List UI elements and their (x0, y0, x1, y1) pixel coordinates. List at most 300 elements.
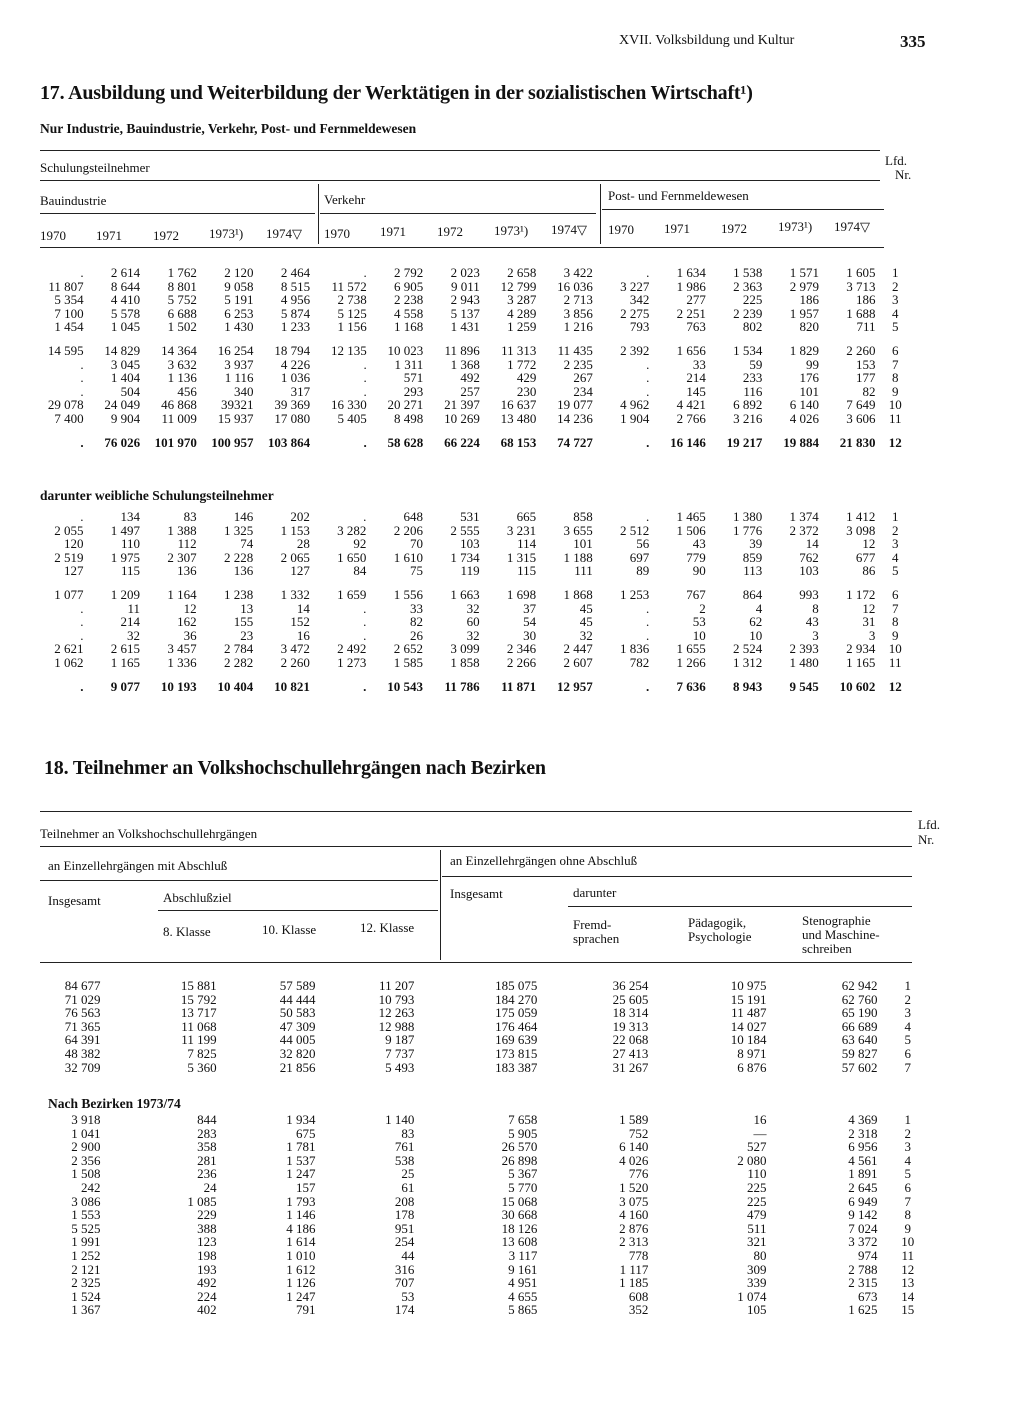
table-cell: 456 (177, 383, 197, 399)
table-cell: 1 062 (54, 654, 84, 670)
table-cell: 2 621 (54, 641, 84, 657)
table18-head-steno-2: und Maschine- (802, 927, 880, 942)
table-cell: 14 595 (47, 342, 84, 358)
table-cell: 83 (401, 1125, 415, 1141)
table-cell: 511 (747, 1220, 767, 1236)
table-cell: 1 610 (393, 549, 423, 565)
row-number-cell: 3 (904, 1005, 911, 1021)
table-cell: 8 515 (280, 278, 311, 294)
table-cell: . (80, 600, 84, 616)
table-cell: 1 793 (286, 1193, 316, 1209)
table-cell: . (363, 509, 367, 524)
table-cell: 4 655 (508, 1288, 538, 1304)
table-cell: 5 405 (337, 410, 367, 426)
table-cell: 1 266 (676, 654, 706, 670)
table-cell: 762 (799, 549, 819, 565)
table-cell: 6 892 (733, 397, 763, 413)
table-cell: 858 (573, 509, 593, 524)
table-cell: 113 (743, 563, 763, 579)
table-cell: 9 904 (110, 410, 141, 426)
table-cell: 1 612 (286, 1261, 316, 1277)
table-cell: 54 (523, 614, 537, 630)
table-cell: 2 615 (110, 641, 141, 657)
table-cell: 10 193 (160, 678, 197, 694)
year-1974-c: 1974▽ (834, 219, 870, 234)
table-cell: . (646, 509, 650, 524)
table-cell: 1 404 (110, 370, 141, 386)
table-cell: 175 059 (495, 1005, 538, 1021)
table-cell: 859 (742, 549, 763, 565)
table-cell: 1 041 (71, 1125, 101, 1141)
table-cell: 1 165 (846, 654, 876, 670)
row-number-cell: 3 (904, 1139, 911, 1155)
table-cell: 62 (749, 614, 763, 630)
table-cell: 5 770 (508, 1179, 538, 1195)
table-cell: 531 (460, 509, 480, 524)
table-cell: 58 628 (387, 434, 424, 450)
table-cell: 6 876 (737, 1059, 767, 1075)
table-row (30, 537, 915, 551)
table-row (38, 1140, 938, 1154)
table-cell: 111 (574, 563, 593, 579)
table-cell: 119 (460, 563, 480, 579)
table-cell: 763 (686, 319, 706, 335)
table-cell: 101 (573, 536, 593, 552)
table-cell: 5 525 (71, 1220, 101, 1236)
table18-head-fremd-1: Fremd- (573, 917, 612, 932)
table-cell: 101 (799, 383, 819, 399)
table-cell: 82 (862, 383, 876, 399)
table-cell: 65 190 (841, 1005, 878, 1021)
table-cell: 974 (857, 1247, 878, 1263)
row-number-cell: 1 (891, 509, 899, 524)
table-cell: 64 391 (64, 1032, 101, 1048)
table-cell: 25 (401, 1166, 415, 1182)
table-row (30, 564, 915, 578)
table-cell: 112 (177, 536, 197, 552)
table18-head-8: 8. Klasse (163, 924, 211, 939)
table-cell: 3 457 (167, 641, 197, 657)
table-cell: 7 100 (54, 305, 84, 321)
table-cell: 4 369 (848, 1112, 878, 1127)
table-cell: 19 313 (612, 1018, 649, 1034)
table-cell: . (646, 434, 650, 450)
table-cell: . (363, 383, 367, 399)
table-cell: 21 830 (839, 434, 876, 450)
table-cell: 11 807 (48, 278, 84, 294)
table-cell: 45 (579, 600, 593, 616)
table-cell: 92 (353, 536, 367, 552)
table-cell: 10 543 (387, 678, 423, 694)
table-cell: 5 125 (337, 305, 367, 321)
table-cell: 30 668 (501, 1207, 538, 1223)
table-cell: 1 614 (286, 1234, 316, 1250)
table-cell: 32 (466, 600, 480, 616)
table17-rule-2 (40, 180, 880, 181)
table-cell: 13 717 (180, 1005, 217, 1021)
table-cell: 208 (394, 1193, 415, 1209)
table-cell: 3 937 (224, 356, 254, 372)
table-cell: 7 658 (508, 1112, 538, 1127)
table-cell: 2 120 (224, 265, 254, 280)
table-cell: 2 788 (848, 1261, 878, 1277)
table17-rule-group-1 (40, 213, 315, 214)
table-cell: 317 (290, 383, 311, 399)
table-row (38, 979, 938, 993)
table-row (30, 602, 915, 616)
table-cell: 16 146 (670, 434, 706, 450)
table-cell: 1 762 (167, 265, 197, 280)
table-cell: 1 126 (286, 1275, 316, 1291)
table-cell: 1 273 (337, 654, 367, 670)
year-1971-b: 1971 (380, 224, 406, 239)
table18-rule-darunter (568, 906, 912, 907)
table-cell: 2 346 (506, 641, 537, 657)
table-cell: . (80, 509, 84, 524)
table-cell: 30 (523, 627, 537, 643)
table-cell: 2 900 (71, 1139, 101, 1155)
row-number-cell: 6 (904, 1045, 911, 1061)
table-cell: 752 (628, 1125, 649, 1141)
table-cell: 16 637 (500, 397, 537, 413)
table-cell: 11 871 (501, 678, 537, 694)
table-cell: 103 (799, 563, 819, 579)
table-cell: 2 023 (450, 265, 480, 280)
table-cell: 19 077 (557, 397, 593, 413)
year-1974-a: 1974▽ (266, 226, 302, 241)
table-cell: 1 431 (450, 319, 480, 335)
table-cell: 2 512 (620, 522, 650, 538)
table-cell: 2 275 (620, 305, 650, 321)
table-cell: 1 625 (848, 1302, 878, 1318)
table-cell: . (646, 627, 650, 643)
table-cell: 2 260 (846, 342, 876, 358)
table-cell: 14 236 (557, 410, 593, 426)
table-cell: 70 (409, 536, 423, 552)
table17-block2-label: darunter weibliche Schulungsteilnehmer (40, 488, 274, 503)
row-number-cell: 11 (901, 1247, 914, 1263)
table-cell: 1 776 (733, 522, 763, 538)
table-cell: 1 172 (846, 586, 876, 602)
row-number-cell: 8 (892, 370, 899, 386)
table-cell: 340 (234, 383, 254, 399)
table-cell: . (646, 600, 650, 616)
table-cell: 1 734 (450, 549, 480, 565)
table-cell: 711 (856, 319, 876, 335)
table-cell: 3 282 (337, 522, 367, 538)
table-cell: 177 (856, 370, 876, 386)
row-number-cell: 6 (891, 586, 899, 602)
table-cell: 68 153 (500, 434, 537, 450)
table-cell: 3 086 (71, 1193, 101, 1209)
table-cell: 12 135 (330, 342, 367, 358)
table-cell: 76 563 (64, 1005, 101, 1021)
table-cell: 8 943 (733, 678, 763, 694)
table-cell: 26 898 (501, 1152, 538, 1168)
table-cell: 3 227 (620, 278, 650, 294)
table-cell: 225 (742, 292, 763, 308)
row-number-cell: 4 (892, 305, 899, 321)
table-cell: 224 (197, 1288, 217, 1304)
table-cell: 56 (636, 536, 650, 552)
table-cell: 1 858 (450, 654, 480, 670)
running-header: XVII. Volksbildung und Kultur (619, 33, 795, 48)
table-cell: 1 904 (620, 410, 650, 426)
table-cell: 12 799 (500, 278, 537, 294)
table17-head-nr: Nr. (895, 167, 912, 182)
table-cell: 3 099 (450, 641, 480, 657)
row-number-cell: 10 (901, 1234, 915, 1250)
table-cell: 844 (197, 1112, 217, 1127)
table-cell: 3 472 (280, 641, 310, 657)
table-cell: 1 367 (71, 1302, 101, 1318)
row-number-cell: 9 (891, 627, 899, 643)
table-cell: 19 217 (726, 434, 763, 450)
table-cell: . (80, 434, 84, 450)
table-cell: 66 224 (444, 434, 480, 450)
table-cell: 12 (862, 600, 876, 616)
table-cell: 3 632 (167, 356, 197, 372)
table-cell: 46 868 (161, 397, 197, 413)
table-cell: 184 270 (495, 991, 538, 1007)
table-cell: 2 363 (733, 278, 763, 294)
table-cell: 59 (749, 356, 763, 372)
table-cell: 53 (692, 614, 706, 630)
table-cell: 169 639 (495, 1032, 538, 1048)
table-cell: 3 (868, 627, 876, 643)
table-cell: 57 602 (841, 1059, 878, 1075)
table-cell: 13 480 (500, 410, 537, 426)
table-cell: 214 (686, 370, 706, 386)
table-cell: 802 (742, 319, 763, 335)
table-cell: 1 454 (54, 319, 84, 335)
table-cell: 1 534 (733, 342, 763, 358)
table-cell: 2 065 (280, 549, 310, 565)
table-cell: 2 318 (848, 1125, 878, 1141)
table18-rule-ohne (442, 876, 912, 877)
table-cell: . (80, 383, 84, 399)
row-number-cell: 2 (904, 991, 911, 1007)
table-row (30, 371, 915, 385)
row-number-cell: 1 (904, 1112, 911, 1127)
table-cell: 2 607 (563, 654, 593, 670)
table-cell: . (363, 370, 367, 386)
table-cell: 429 (516, 370, 537, 386)
table-cell: 157 (295, 1179, 316, 1195)
row-number-cell: 7 (904, 1193, 911, 1209)
table-cell: 776 (628, 1166, 649, 1182)
table-cell: 4 410 (110, 292, 141, 308)
table-cell: 1 188 (563, 549, 593, 565)
table-cell: 3 117 (508, 1247, 538, 1263)
table18-block1 (38, 979, 938, 1074)
table-cell: 2 266 (506, 654, 537, 670)
table-cell: 18 126 (501, 1220, 538, 1236)
table-cell: 2 313 (619, 1234, 649, 1250)
row-number-cell: 14 (901, 1288, 915, 1304)
table-cell: 39321 (221, 397, 254, 413)
table-cell: 43 (692, 536, 706, 552)
row-number-cell: 1 (904, 978, 911, 993)
table-cell: 3 216 (733, 410, 763, 426)
table-row (38, 1020, 938, 1034)
table-cell: 2 713 (563, 292, 593, 308)
table-cell: 31 267 (612, 1059, 649, 1075)
table-cell: 162 (177, 614, 197, 630)
table-cell: 1 537 (286, 1152, 316, 1168)
table-cell: 2 392 (620, 342, 650, 358)
table18-rule-mit (40, 880, 438, 881)
table-cell: 57 589 (279, 978, 316, 993)
table-cell: 1 153 (280, 522, 310, 538)
table-cell: 1 891 (848, 1166, 878, 1182)
table-cell: 14 829 (104, 342, 141, 358)
table-cell: 3 045 (110, 356, 141, 372)
table-cell: 26 (409, 627, 423, 643)
table-cell: 76 026 (104, 434, 141, 450)
table-cell: 1 332 (280, 586, 310, 602)
table-cell: 1 957 (789, 305, 819, 321)
table-cell: 134 (120, 509, 141, 524)
table-cell: 2 943 (450, 292, 480, 308)
year-1974-b: 1974▽ (551, 222, 587, 237)
table-cell: 5 137 (450, 305, 480, 321)
table-cell: 7 400 (54, 410, 84, 426)
table-row (38, 1181, 938, 1195)
table17-rule-group-3 (602, 209, 884, 210)
table-cell: 1 986 (676, 278, 706, 294)
table-cell: 236 (197, 1166, 217, 1182)
table-cell: 2 080 (737, 1152, 767, 1168)
table-cell: 342 (629, 292, 650, 308)
table-cell: 5 905 (508, 1125, 538, 1141)
table-cell: 9 077 (110, 678, 141, 694)
table-cell: 778 (628, 1247, 649, 1263)
table-cell: 1 480 (789, 654, 819, 670)
table-cell: 1 077 (54, 586, 84, 602)
table-cell: 127 (64, 563, 84, 579)
table-cell: 3 655 (563, 522, 593, 538)
table-cell: 12 (183, 600, 197, 616)
table-row (30, 524, 915, 538)
table-cell: 793 (629, 319, 650, 335)
table-row (30, 642, 915, 656)
table18-head-nr: Nr. (918, 832, 935, 847)
row-number-cell: 2 (892, 278, 899, 294)
table-row (38, 1154, 938, 1168)
table-cell: 1 036 (280, 370, 311, 386)
table-cell: 39 369 (274, 397, 311, 413)
table-cell: . (363, 614, 367, 630)
table-cell: 1 259 (507, 319, 537, 335)
table-cell: 24 049 (104, 397, 141, 413)
table-cell: 12 988 (378, 1018, 415, 1034)
table-cell: 198 (197, 1247, 217, 1263)
table-cell: 1 571 (789, 265, 819, 280)
row-number-cell: 15 (901, 1302, 915, 1318)
table-cell: 3 075 (619, 1193, 649, 1209)
table-cell: 61 (401, 1179, 415, 1195)
table-cell: 66 689 (841, 1018, 878, 1034)
table17-vsep-1 (318, 184, 319, 244)
table-cell: 2 315 (848, 1275, 878, 1291)
table-cell: 1 698 (506, 586, 537, 602)
table-cell: 7 649 (846, 397, 876, 413)
table-cell: 1 634 (676, 265, 706, 280)
table-cell: 75 (409, 563, 423, 579)
table-cell: 115 (517, 563, 537, 579)
table-cell: 13 (240, 600, 254, 616)
table-cell: 10 793 (378, 991, 415, 1007)
table-cell: 1 156 (337, 319, 367, 335)
table-cell: 12 (862, 536, 876, 552)
table-cell: 11 199 (181, 1032, 217, 1048)
table-cell: 782 (629, 654, 650, 670)
table-row (38, 1006, 938, 1020)
table-row (30, 680, 915, 694)
table18-head-12: 12. Klasse (360, 920, 415, 935)
table-cell: 4 026 (619, 1152, 649, 1168)
table-row (38, 1167, 938, 1181)
table-cell: 1 508 (71, 1166, 101, 1182)
table-cell: 1 185 (619, 1275, 649, 1291)
table-cell: 11 896 (444, 342, 480, 358)
table-cell: 28 (296, 536, 310, 552)
table18-vsep (440, 850, 441, 960)
table-cell: 1 146 (286, 1207, 316, 1223)
row-number-cell: 8 (904, 1207, 911, 1223)
table18-head-darunter: darunter (573, 885, 617, 900)
table-row (30, 398, 915, 412)
table-cell: . (80, 356, 84, 372)
table18-head-main: Teilnehmer an Volkshochschullehrgängen (40, 826, 258, 841)
table-cell: 16 330 (330, 397, 367, 413)
table-cell: 5 874 (280, 305, 311, 321)
table-cell: 6 688 (167, 305, 197, 321)
table-cell: 675 (295, 1125, 316, 1141)
table18-head-steno-1: Stenographie (802, 913, 871, 928)
row-number-cell: 11 (888, 410, 902, 426)
table-cell: 19 884 (783, 434, 819, 450)
table-cell: 4 956 (280, 292, 311, 308)
table-cell: 9 545 (789, 678, 819, 694)
table-cell: 9 187 (385, 1032, 415, 1048)
table18-rule-2 (40, 846, 912, 847)
table-cell: 665 (516, 509, 537, 524)
table17-vsep-2 (600, 184, 601, 244)
table-cell: 10 975 (730, 978, 767, 993)
table-cell: . (363, 678, 367, 694)
table-cell: 527 (746, 1139, 767, 1155)
row-number-cell: 5 (904, 1166, 911, 1182)
table-cell: 1 975 (110, 549, 141, 565)
table-cell: 43 (805, 614, 819, 630)
table-cell: 1 164 (167, 586, 197, 602)
table-cell: 820 (799, 319, 819, 335)
table-cell: 388 (197, 1220, 217, 1236)
table-cell: 1 836 (620, 641, 650, 657)
table-cell: 14 (805, 536, 819, 552)
table-cell: 1 538 (733, 265, 763, 280)
table-cell: 761 (394, 1139, 415, 1155)
table-cell: 1 116 (224, 370, 254, 386)
table-cell: . (80, 265, 84, 280)
row-number-cell: 2 (904, 1125, 911, 1141)
table-cell: 1 556 (393, 586, 423, 602)
row-number-cell: 8 (891, 614, 899, 630)
table-cell: 53 (401, 1288, 415, 1304)
table-cell: 2 393 (789, 641, 819, 657)
